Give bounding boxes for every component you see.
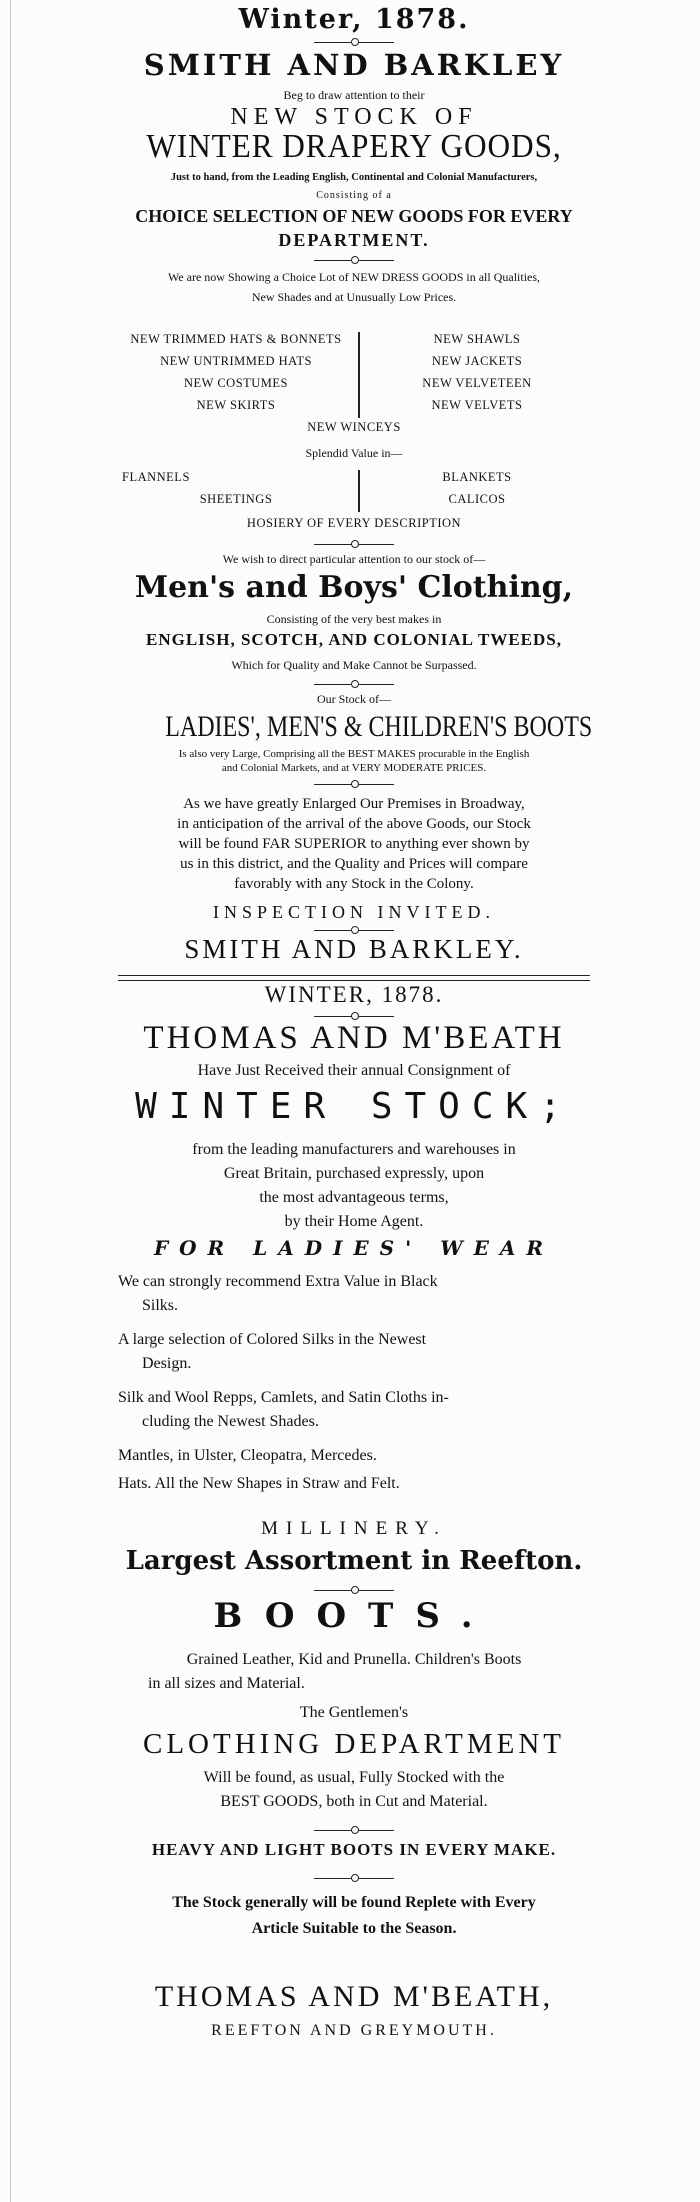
ad2-heavy-boots: HEAVY AND LIGHT BOOTS IN EVERY MAKE. <box>151 1840 557 1859</box>
ad1-our-stock: Our Stock of— <box>317 692 391 706</box>
divider <box>314 540 394 550</box>
list-item <box>118 1444 590 1468</box>
divider <box>314 1586 394 1596</box>
advertisement-separator <box>118 975 590 981</box>
ad2-stock-paragraph <box>118 1890 590 1942</box>
item-line: Silk and Wool Repps, Camlets, and Satin Cloths in- <box>118 1389 449 1406</box>
ad1-hosiery: HOSIERY OF EVERY DESCRIPTION <box>246 516 462 530</box>
divider <box>314 256 394 266</box>
list-item: BLANKETS <box>442 470 512 484</box>
ad1-title: Winter, 1878. <box>238 4 470 35</box>
item-line: Design. <box>142 1355 192 1372</box>
list-item <box>118 1328 590 1376</box>
ad2-ladies-wear-heading: FOR LADIES' WEAR <box>153 1236 555 1260</box>
ad1-quality: Which for Quality and Make Cannot be Surpassed. <box>231 658 477 672</box>
paragraph-line: the most advantageous terms, <box>259 1189 449 1206</box>
list-item: NEW UNTRIMMED HATS <box>160 354 312 368</box>
list-item <box>118 1472 590 1496</box>
item-line: A large selection of Colored Silks in the Newest <box>118 1331 427 1348</box>
list-item: SHEETINGS <box>199 492 273 506</box>
ad2-largest-assortment: Largest Assortment in Reefton. <box>125 1546 583 1576</box>
list-divider <box>358 470 360 512</box>
paragraph-line: Will be found, as usual, Fully Stocked with the <box>203 1769 505 1786</box>
ad1-inspection-invited: INSPECTION INVITED. <box>213 902 495 922</box>
ad2-grained-paragraph <box>118 1648 590 1696</box>
list-item: NEW SHAWLS <box>433 332 521 346</box>
ad2-boots-heading: BOOTS. <box>213 1596 495 1636</box>
ad1-beg-text: Beg to draw attention to their <box>283 88 425 102</box>
divider <box>314 780 394 790</box>
paragraph-line: Great Britain, purchased expressly, upon <box>223 1165 485 1182</box>
list-item <box>118 1386 590 1434</box>
ad2-firm-heading: THOMAS AND M'BEATH <box>143 1020 565 1056</box>
divider <box>314 1826 394 1836</box>
ad1-fabrics-list <box>118 470 590 516</box>
paragraph-line: favorably with any Stock in the Colony. <box>234 876 474 892</box>
ad2-items-list <box>118 1270 590 1496</box>
divider <box>314 680 394 690</box>
paragraph-line: in all sizes and Material. <box>148 1675 305 1692</box>
paragraph-line: from the leading manufacturers and warehouses in <box>192 1141 516 1158</box>
ad1-mens-clothing-heading: Men's and Boys' Clothing, <box>134 570 574 605</box>
paragraph-line: BEST GOODS, both in Cut and Material. <box>220 1793 488 1810</box>
ad2-will-paragraph <box>118 1766 590 1814</box>
ad1-direct-attention: We wish to direct particular attention to our stock of— <box>222 552 486 566</box>
paragraph-line: in anticipation of the arrival of the above Goods, our Stock <box>177 816 531 832</box>
list-item: NEW COSTUMES <box>183 376 289 390</box>
paragraph-line: us in this district, and the Quality and Prices will compare <box>180 856 528 872</box>
ad2-winter-stock-heading: WINTER STOCK; <box>135 1086 573 1127</box>
paragraph-line: by their Home Agent. <box>284 1213 424 1230</box>
item-line: Hats. All the New Shapes in Straw and Felt. <box>118 1475 400 1492</box>
list-item <box>118 1270 590 1318</box>
item-line: We can strongly recommend Extra Value in Black <box>118 1273 438 1290</box>
paragraph-line: will be found FAR SUPERIOR to anything ever shown by <box>178 836 530 852</box>
ad1-winter-drapery-heading: WINTER DRAPERY GOODS, <box>146 128 562 165</box>
ad2-signature: THOMAS AND M'BEATH, <box>154 1980 554 2013</box>
ad1-boots-heading: LADIES', MEN'S & CHILDREN'S BOOTS <box>165 710 593 743</box>
item-line: cluding the Newest Shades. <box>142 1413 319 1430</box>
item-line: Silks. <box>142 1297 179 1314</box>
ad1-consisting-best: Consisting of the very best makes in <box>266 612 442 626</box>
list-item: NEW TRIMMED HATS & BONNETS <box>130 332 342 346</box>
ad1-splendid-value: Splendid Value in— <box>305 446 403 460</box>
list-divider <box>358 332 360 418</box>
list-item: FLANNELS <box>122 470 190 484</box>
ad1-just-to-hand: Just to hand, from the Leading English, Continental and Colonial Manufacturers, <box>170 172 538 183</box>
ad2-title: WINTER, 1878. <box>264 982 444 1007</box>
divider <box>314 1874 394 1884</box>
paragraph-line: Grained Leather, Kid and Prunella. Children's Boots <box>186 1651 522 1668</box>
list-item: NEW VELVETS <box>431 398 523 412</box>
ad1-choice-line1: CHOICE SELECTION OF NEW GOODS FOR EVERY <box>135 206 573 226</box>
paragraph-line: The Stock generally will be found Replete with Every <box>172 1894 536 1911</box>
ad1-consisting: Consisting of a <box>316 190 392 201</box>
list-item: NEW SKIRTS <box>196 398 276 412</box>
ad1-tweeds: ENGLISH, SCOTCH, AND COLONIAL TWEEDS, <box>146 630 562 649</box>
ad1-large-line1: Is also very Large, Comprising all the BEST MAKES procurable in the English <box>178 748 530 760</box>
column-rule <box>10 0 11 2202</box>
list-item: NEW VELVETEEN <box>422 376 532 390</box>
ad2-from-paragraph <box>118 1138 590 1234</box>
list-item: NEW JACKETS <box>431 354 523 368</box>
ad1-showing-line2: New Shades and at Unusually Low Prices. <box>251 290 457 304</box>
paragraph-line: Article Suitable to the Season. <box>251 1920 457 1937</box>
ad1-goods-list <box>118 332 590 422</box>
ad1-showing-line1: We are now Showing a Choice Lot of NEW DRESS GOODS in all Qualities, <box>167 270 541 284</box>
ad2-place: REEFTON AND GREYMOUTH. <box>211 2022 497 2039</box>
ad1-choice-line2: DEPARTMENT. <box>278 230 430 250</box>
ad2-millinery: MILLINERY. <box>261 1518 447 1539</box>
ad1-signature: SMITH AND BARKLEY. <box>184 934 524 964</box>
ad1-firm-heading: SMITH AND BARKLEY <box>143 48 565 82</box>
ad1-new-stock-heading: NEW STOCK OF <box>230 104 478 130</box>
ad2-gentlemens: The Gentlemen's <box>299 1704 409 1721</box>
ad2-have-received: Have Just Received their annual Consignment of <box>197 1062 511 1079</box>
list-item: CALICOS <box>448 492 506 506</box>
ad2-clothing-heading: CLOTHING DEPARTMENT <box>143 1728 565 1760</box>
ad1-large-line2: and Colonial Markets, and at VERY MODERATE PRICES. <box>221 762 487 774</box>
paragraph-line: As we have greatly Enlarged Our Premises in Broadway, <box>183 796 525 812</box>
divider <box>314 38 394 48</box>
ad1-enlarged-paragraph <box>118 794 590 894</box>
ad1-winceys: NEW WINCEYS <box>307 420 401 434</box>
item-line: Mantles, in Ulster, Cleopatra, Mercedes. <box>118 1447 377 1464</box>
